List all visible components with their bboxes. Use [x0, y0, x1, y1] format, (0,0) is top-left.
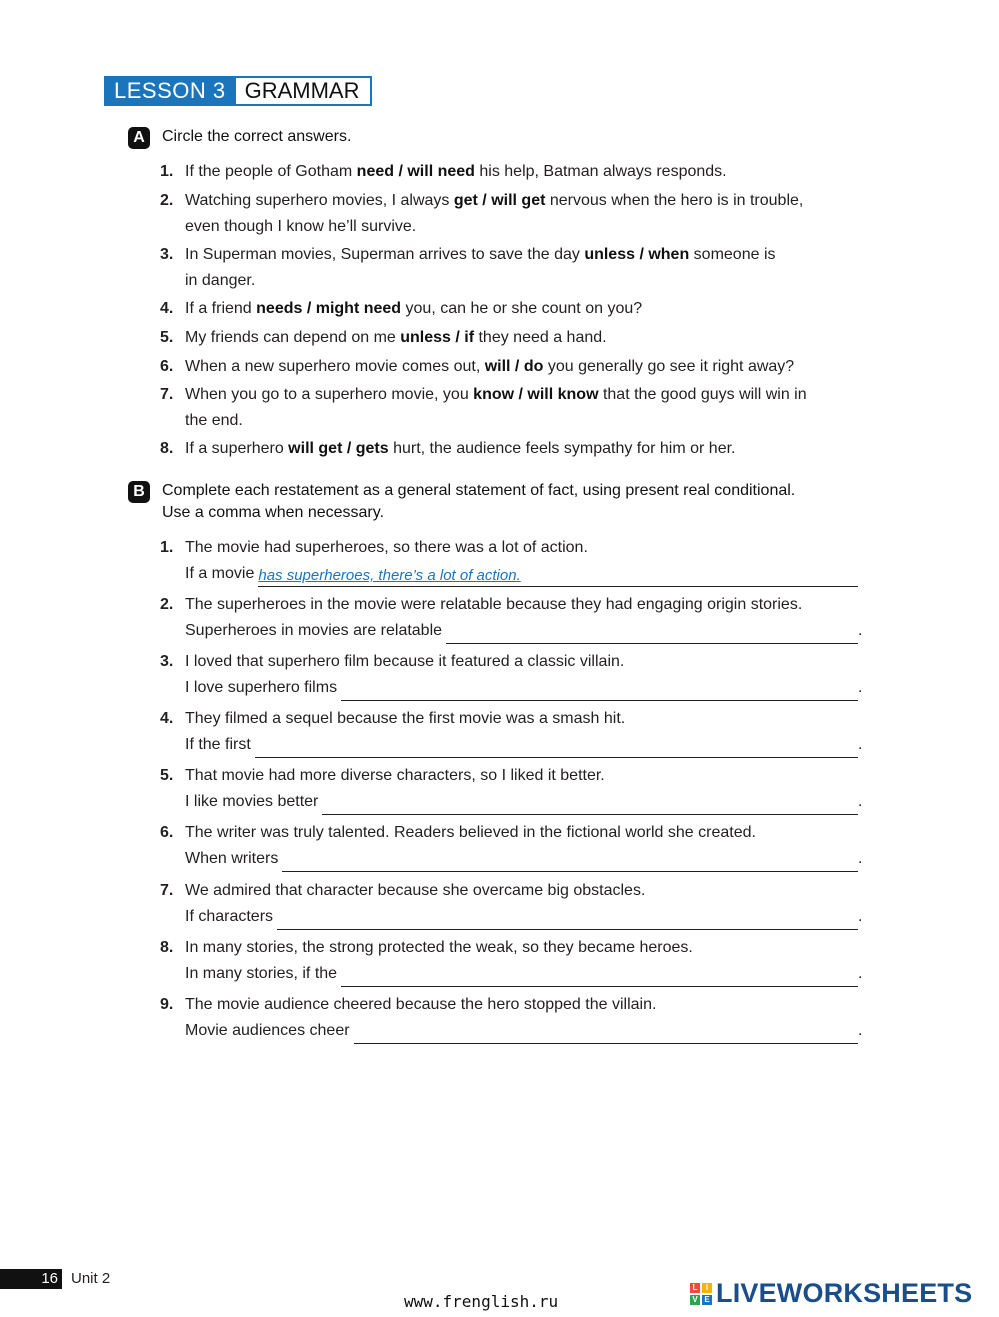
- item-number: 5.: [160, 767, 174, 784]
- sentence-period: .: [858, 965, 863, 982]
- section-b-instruction: [162, 480, 882, 524]
- item-number: 1.: [160, 163, 174, 180]
- item-text-continued: in danger.: [185, 272, 256, 289]
- section-b-item: [160, 649, 860, 675]
- item-number: 5.: [160, 329, 174, 346]
- item-sentence: They filmed a sequel because the first movie was a smash hit.: [185, 710, 626, 727]
- lesson-tag: LESSON 3: [106, 78, 236, 104]
- restatement-prompt: I love superhero films: [185, 679, 338, 696]
- item-text-after: you generally go see it right away?: [543, 358, 795, 375]
- restatement-row: [185, 618, 863, 644]
- section-b-item: [160, 592, 860, 618]
- section-b-instruction-line2: Use a comma when necessary.: [162, 504, 385, 521]
- section-a-item: [160, 242, 860, 294]
- sentence-period: .: [858, 850, 863, 867]
- answer-blank[interactable]: [341, 680, 858, 701]
- restatement-row: [185, 561, 863, 587]
- answer-blank[interactable]: [277, 909, 858, 930]
- sentence-period: .: [858, 793, 863, 810]
- lesson-title: GRAMMAR: [236, 78, 370, 104]
- item-sentence: In many stories, the strong protected the weak, so they became heroes.: [185, 939, 693, 956]
- restatement-prompt: When writers: [185, 850, 279, 867]
- sentence-period: .: [858, 908, 863, 925]
- section-a-item: [160, 436, 860, 462]
- item-text: [185, 163, 727, 180]
- item-number: 2.: [160, 192, 174, 209]
- answer-choice[interactable]: get / will get: [453, 192, 546, 209]
- item-text-after: someone is: [689, 246, 776, 263]
- restatement-prompt: I like movies better: [185, 793, 319, 810]
- sentence-period: .: [858, 679, 863, 696]
- sentence-period: .: [858, 736, 863, 753]
- answer-choice[interactable]: will / do: [484, 358, 544, 375]
- answer-blank[interactable]: [354, 1023, 858, 1044]
- answer-choice[interactable]: know / will know: [473, 386, 599, 403]
- item-sentence: The movie had superheroes, so there was a lot of action.: [185, 539, 588, 556]
- item-text: [185, 358, 794, 375]
- item-text-after: his help, Batman always responds.: [474, 163, 727, 180]
- restatement-row: [185, 789, 863, 815]
- logo-letter: E: [702, 1295, 712, 1305]
- restatement-prompt: If characters: [185, 908, 274, 925]
- item-number: 8.: [160, 939, 174, 956]
- item-sentence: I loved that superhero film because it featured a classic villain.: [185, 653, 625, 670]
- restatement-row: [185, 904, 863, 930]
- section-a-item: [160, 188, 860, 240]
- item-sentence: We admired that character because she overcame big obstacles.: [185, 882, 646, 899]
- section-a-item: [160, 382, 860, 434]
- section-b-item: [160, 878, 860, 904]
- answer-blank[interactable]: [258, 566, 858, 587]
- item-text-continued: even though I know he’ll survive.: [185, 218, 417, 235]
- item-text: [185, 386, 807, 403]
- item-text-before: If a superhero: [185, 440, 289, 457]
- section-b-item: [160, 992, 860, 1018]
- item-text-before: My friends can depend on me: [185, 329, 401, 346]
- item-number: 6.: [160, 358, 174, 375]
- liveworksheets-logo[interactable]: [690, 1278, 972, 1309]
- restatement-prompt: In many stories, if the: [185, 965, 338, 982]
- answer-choice[interactable]: needs / might need: [256, 300, 402, 317]
- item-number: 1.: [160, 539, 174, 556]
- page-number: 16: [0, 1269, 62, 1289]
- item-sentence: The superheroes in the movie were relatable because they had engaging origin stories.: [185, 596, 803, 613]
- item-text-continued: the end.: [185, 412, 243, 429]
- sentence-period: .: [858, 1022, 863, 1039]
- item-text: [185, 440, 735, 457]
- item-number: 9.: [160, 996, 174, 1013]
- logo-letter: V: [690, 1295, 700, 1305]
- restatement-prompt: Superheroes in movies are relatable: [185, 622, 443, 639]
- item-text-before: If a friend: [185, 300, 257, 317]
- item-sentence: The movie audience cheered because the hero stopped the villain.: [185, 996, 657, 1013]
- logo-text: LIVEWORKSHEETS: [716, 1278, 973, 1308]
- unit-label: Unit 2: [71, 1270, 111, 1287]
- item-text: [185, 300, 642, 317]
- item-text-before: When you go to a superhero movie, you: [185, 386, 474, 403]
- sentence-period: .: [858, 622, 863, 639]
- item-number: 2.: [160, 596, 174, 613]
- answer-blank[interactable]: [255, 737, 858, 758]
- answer-blank[interactable]: [446, 623, 858, 644]
- item-text: [185, 192, 803, 209]
- item-number: 7.: [160, 386, 174, 403]
- restatement-row: [185, 675, 863, 701]
- item-text-before: Watching superhero movies, I always: [185, 192, 454, 209]
- answer-blank[interactable]: [322, 794, 858, 815]
- logo-grid-icon: [690, 1283, 712, 1305]
- item-number: 4.: [160, 710, 174, 727]
- item-text: [185, 329, 607, 346]
- logo-letter: L: [690, 1283, 700, 1293]
- filled-answer[interactable]: has superheroes, there’s a lot of action.: [258, 567, 521, 584]
- item-number: 6.: [160, 824, 174, 841]
- item-sentence: The writer was truly talented. Readers believed in the fictional world she created.: [185, 824, 756, 841]
- section-b-item: [160, 706, 860, 732]
- restatement-row: [185, 732, 863, 758]
- answer-choice[interactable]: unless / if: [400, 329, 475, 346]
- answer-choice[interactable]: unless / when: [584, 246, 690, 263]
- section-b-item: [160, 763, 860, 789]
- item-text-after: that the good guys will win in: [598, 386, 807, 403]
- restatement-prompt: If a movie: [185, 565, 255, 582]
- item-number: 3.: [160, 246, 174, 263]
- section-b-item: [160, 535, 860, 561]
- section-a-item: [160, 354, 860, 380]
- answer-choice[interactable]: need / will need: [356, 163, 475, 180]
- restatement-row: [185, 1018, 863, 1044]
- restatement-row: [185, 961, 863, 987]
- item-text-after: hurt, the audience feels sympathy for him or her.: [388, 440, 736, 457]
- item-sentence: That movie had more diverse characters, so I liked it better.: [185, 767, 605, 784]
- section-a-item: [160, 325, 860, 351]
- restatement-prompt: If the first: [185, 736, 251, 753]
- item-text-after: you, can he or she count on you?: [401, 300, 643, 317]
- section-a-instruction: Circle the correct answers.: [162, 128, 352, 145]
- answer-choice[interactable]: will get / gets: [288, 440, 389, 457]
- logo-letter: I: [702, 1283, 712, 1293]
- section-a-item: [160, 296, 860, 322]
- item-number: 8.: [160, 440, 174, 457]
- section-b-label: B: [128, 481, 150, 503]
- item-text-before: If the people of Gotham: [185, 163, 357, 180]
- section-a-label: A: [128, 127, 150, 149]
- item-text-after: nervous when the hero is in trouble,: [545, 192, 804, 209]
- lesson-header: [104, 76, 372, 106]
- section-b-item: [160, 820, 860, 846]
- item-number: 4.: [160, 300, 174, 317]
- item-number: 7.: [160, 882, 174, 899]
- restatement-row: [185, 846, 863, 872]
- item-text-before: When a new superhero movie comes out,: [185, 358, 485, 375]
- answer-blank[interactable]: [341, 966, 858, 987]
- item-number: 3.: [160, 653, 174, 670]
- footer-url[interactable]: www.frenglish.ru: [404, 1292, 559, 1311]
- item-text-after: they need a hand.: [474, 329, 607, 346]
- answer-blank[interactable]: [282, 851, 858, 872]
- item-text: [185, 246, 776, 263]
- restatement-prompt: Movie audiences cheer: [185, 1022, 350, 1039]
- section-b-instruction-line1: Complete each restatement as a general statement of fact, using present real conditional.: [162, 482, 796, 499]
- section-a-item: [160, 159, 860, 185]
- section-b-item: [160, 935, 860, 961]
- item-text-before: In Superman movies, Superman arrives to save the day: [185, 246, 585, 263]
